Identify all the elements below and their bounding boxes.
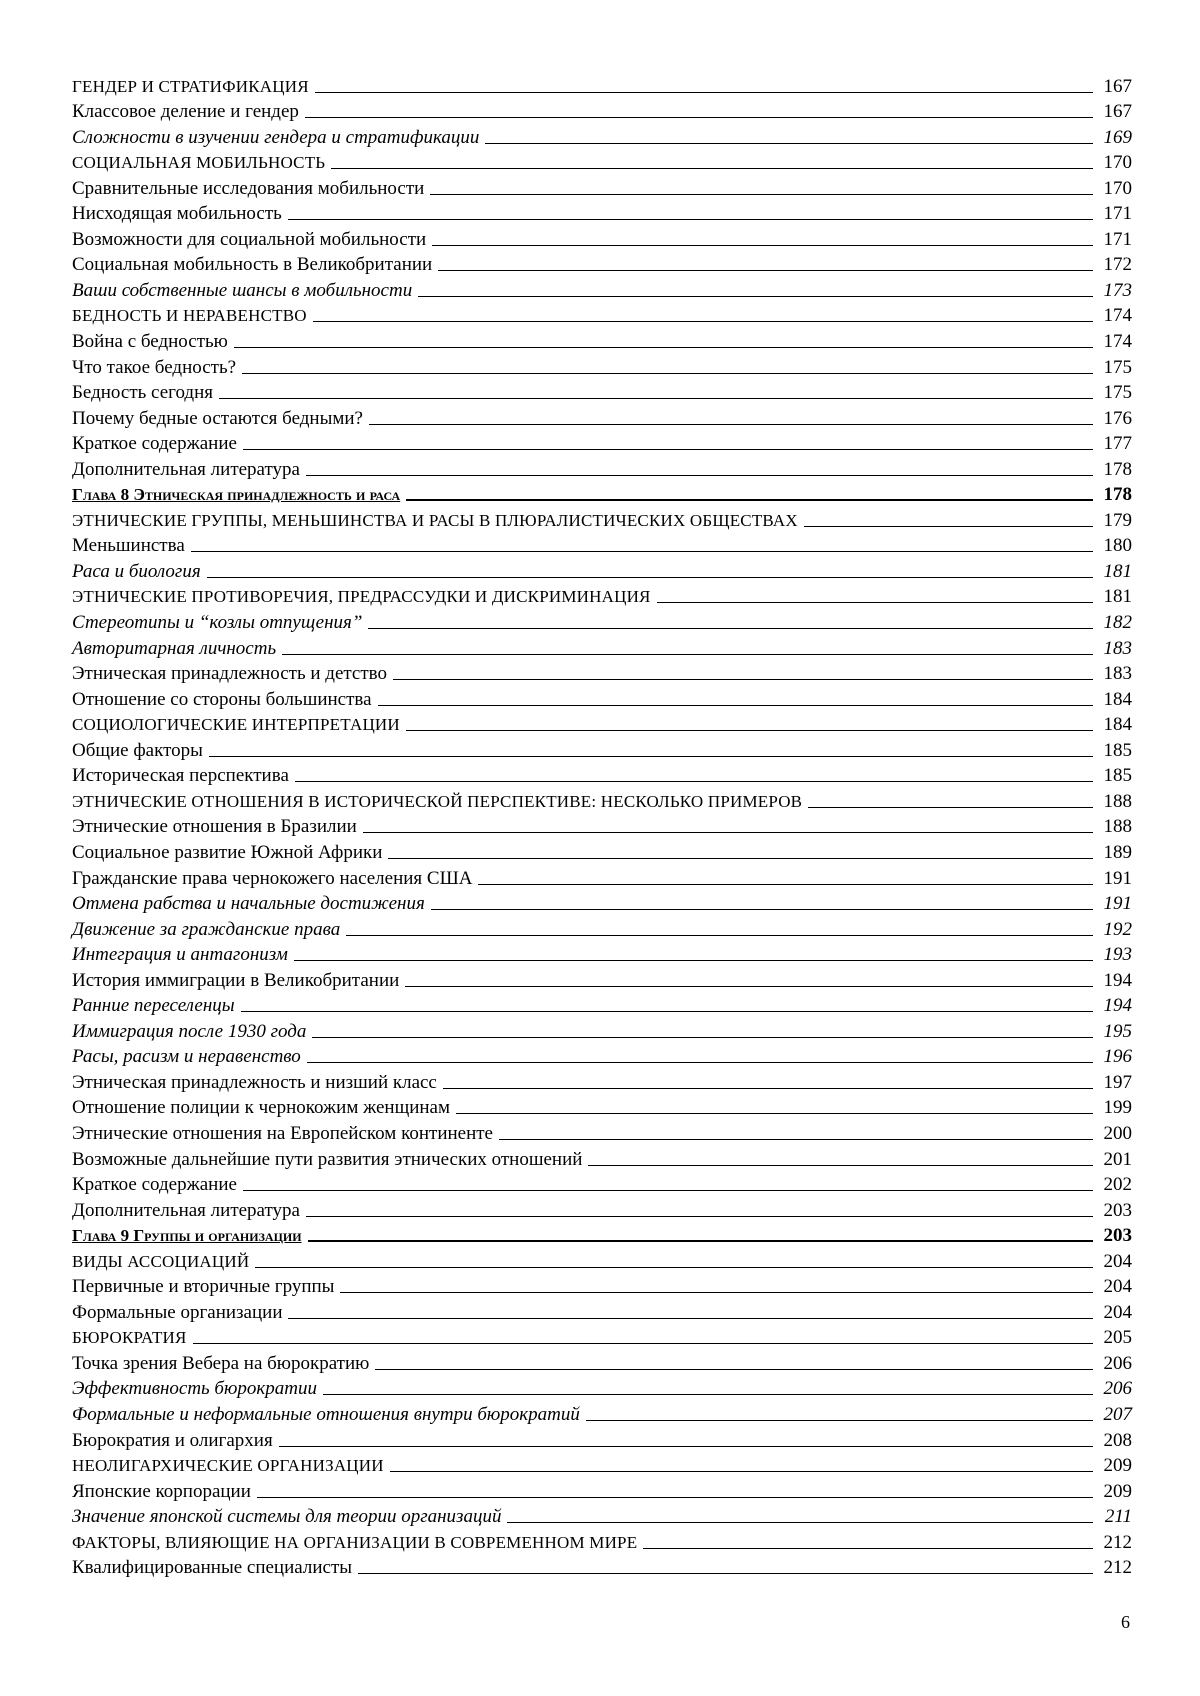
toc-entry-title: Ранние переселенцы — [72, 995, 235, 1017]
toc-entry[interactable] — [72, 890, 1132, 916]
toc-entry-title: Японские корпорации — [72, 1480, 251, 1502]
toc-entry-page: 202 — [1103, 1174, 1132, 1196]
toc-entry[interactable] — [72, 685, 1132, 711]
toc-leader-line — [808, 807, 1093, 808]
toc-entry-page: 175 — [1103, 356, 1132, 378]
toc-leader-line — [308, 1240, 1093, 1242]
toc-leader-line — [358, 1573, 1093, 1574]
toc-entry[interactable] — [72, 1196, 1132, 1222]
toc-entry-page: 173 — [1103, 279, 1132, 301]
toc-entry[interactable] — [72, 276, 1132, 302]
toc-leader-line — [306, 1216, 1093, 1217]
toc-entry[interactable] — [72, 149, 1132, 175]
toc-entry-page: 185 — [1103, 739, 1132, 761]
toc-entry[interactable] — [72, 353, 1132, 379]
toc-entry[interactable] — [72, 1324, 1132, 1350]
toc-entry-page: 203 — [1103, 1199, 1132, 1221]
toc-leader-line — [234, 347, 1093, 348]
toc-leader-line — [378, 705, 1093, 706]
toc-entry[interactable] — [72, 1375, 1132, 1401]
toc-entry[interactable] — [72, 787, 1132, 813]
toc-entry-page: 196 — [1103, 1046, 1132, 1068]
toc-entry[interactable] — [72, 1171, 1132, 1197]
toc-leader-line — [643, 1548, 1093, 1549]
toc-entry-title: Классовое деление и гендер — [72, 101, 299, 123]
toc-entry-page: 194 — [1103, 995, 1132, 1017]
toc-entry[interactable] — [72, 813, 1132, 839]
toc-entry-title: Что такое бедность? — [72, 356, 237, 378]
toc-entry-title: Точка зрения Вебера на бюрократию — [72, 1352, 370, 1374]
toc-entry[interactable] — [72, 966, 1132, 992]
toc-entry[interactable] — [72, 1145, 1132, 1171]
toc-entry-page: 169 — [1103, 126, 1132, 148]
toc-leader-line — [243, 449, 1093, 450]
toc-leader-line — [288, 1318, 1093, 1319]
toc-entry-page: 205 — [1103, 1327, 1132, 1349]
toc-entry[interactable] — [72, 1094, 1132, 1120]
toc-entry-page: 212 — [1103, 1557, 1132, 1579]
toc-leader-line — [219, 398, 1093, 399]
toc-entry-title: Возможные дальнейшие пути развития этнических отношений — [72, 1148, 583, 1170]
toc-leader-line — [406, 730, 1093, 731]
toc-entry[interactable] — [72, 1273, 1132, 1299]
toc-entry[interactable] — [72, 941, 1132, 967]
toc-leader-line — [306, 475, 1093, 476]
toc-entry-title: Бюрократия и олигархия — [72, 1429, 273, 1451]
toc-entry-title: Этническая принадлежность и детство — [72, 663, 388, 685]
toc-leader-line — [331, 168, 1093, 169]
toc-entry-title: Почему бедные остаются бедными? — [72, 407, 363, 429]
toc-entry-title: Отношение полиции к чернокожим женщинам — [72, 1097, 450, 1119]
toc-entry-title: Краткое содержание — [72, 433, 237, 455]
toc-leader-line — [363, 832, 1093, 833]
toc-entry-page: 212 — [1103, 1531, 1132, 1553]
toc-leader-line — [191, 551, 1093, 552]
toc-entry-title: ФАКТОРЫ, ВЛИЯЮЩИЕ НА ОРГАНИЗАЦИИ В СОВРЕМЕННОМ МИРЕ — [72, 1532, 638, 1552]
toc-entry-page: 195 — [1103, 1020, 1132, 1042]
toc-entry-title: Отношение со стороны большинства — [72, 688, 372, 710]
toc-entry-page: 207 — [1103, 1403, 1132, 1425]
toc-entry-title: БЮРОКРАТИЯ — [72, 1328, 187, 1348]
toc-entry-page: 178 — [1103, 484, 1132, 506]
toc-entry-title: История иммиграции в Великобритании — [72, 969, 400, 991]
toc-entry[interactable] — [72, 430, 1132, 456]
toc-leader-line — [282, 654, 1093, 655]
toc-leader-line — [257, 1497, 1093, 1498]
toc-entry-title: Историческая перспектива — [72, 765, 289, 787]
toc-entry-page: 194 — [1103, 969, 1132, 991]
toc-leader-line — [255, 1267, 1093, 1268]
toc-entry-title: Стереотипы и “козлы отпущения” — [72, 612, 363, 634]
toc-leader-line — [507, 1522, 1093, 1523]
toc-entry-title: Ваши собственные шансы в мобильности — [72, 279, 413, 301]
toc-entry[interactable] — [72, 98, 1132, 124]
toc-entry-title: Раса и биология — [72, 560, 201, 582]
toc-entry[interactable] — [72, 506, 1132, 532]
toc-leader-line — [443, 1088, 1093, 1089]
toc-chapter-entry[interactable] — [72, 481, 1132, 507]
toc-leader-line — [315, 92, 1093, 93]
toc-leader-line — [305, 117, 1093, 118]
toc-entry-page: 188 — [1103, 816, 1132, 838]
toc-entry-title: Иммиграция после 1930 года — [72, 1020, 307, 1042]
toc-leader-line — [438, 270, 1093, 271]
toc-entry-page: 179 — [1103, 509, 1132, 531]
toc-entry-title: Отмена рабства и начальные достижения — [72, 893, 425, 915]
toc-entry-page: 193 — [1103, 944, 1132, 966]
toc-leader-line — [499, 1139, 1093, 1140]
toc-entry-page: 180 — [1103, 535, 1132, 557]
toc-entry-title: Движение за гражданские права — [72, 918, 341, 940]
toc-entry-title: Интеграция и антагонизм — [72, 944, 288, 966]
toc-leader-line — [375, 1369, 1093, 1370]
toc-leader-line — [804, 526, 1093, 527]
toc-leader-line — [432, 245, 1093, 246]
toc-entry-page: 181 — [1103, 560, 1132, 582]
toc-entry-page: 203 — [1103, 1225, 1132, 1247]
toc-leader-line — [193, 1343, 1093, 1344]
toc-entry[interactable] — [72, 1477, 1132, 1503]
toc-entry-page: 171 — [1103, 228, 1132, 250]
toc-entry[interactable] — [72, 1298, 1132, 1324]
toc-entry-page: 176 — [1103, 407, 1132, 429]
toc-entry-page: 206 — [1103, 1352, 1132, 1374]
toc-entry[interactable] — [72, 455, 1132, 481]
toc-entry-page: 201 — [1103, 1148, 1132, 1170]
toc-entry-page: 211 — [1104, 1506, 1132, 1528]
toc-entry[interactable] — [72, 634, 1132, 660]
toc-entry[interactable] — [72, 864, 1132, 890]
toc-leader-line — [430, 194, 1093, 195]
toc-entry-title: БЕДНОСТЬ И НЕРАВЕНСТВО — [72, 306, 307, 326]
toc-entry[interactable] — [72, 1452, 1132, 1478]
toc-leader-line — [209, 756, 1093, 757]
toc-entry[interactable] — [72, 1400, 1132, 1426]
toc-leader-line — [307, 1062, 1093, 1063]
toc-entry-title: Сравнительные исследования мобильности — [72, 177, 425, 199]
toc-entry[interactable] — [72, 72, 1132, 98]
toc-entry-page: 175 — [1103, 382, 1132, 404]
toc-entry-title: Глава 9 Группы и организации — [72, 1226, 302, 1246]
toc-leader-line — [388, 858, 1093, 859]
toc-entry[interactable] — [72, 379, 1132, 405]
toc-leader-line — [294, 960, 1093, 961]
toc-entry-page: 204 — [1103, 1250, 1132, 1272]
toc-entry-title: Квалифицированные специалисты — [72, 1557, 353, 1579]
toc-entry[interactable] — [72, 1349, 1132, 1375]
toc-leader-line — [657, 602, 1093, 603]
toc-entry-title: Этническая принадлежность и низший класс — [72, 1071, 437, 1093]
toc-entry-page: 167 — [1103, 75, 1132, 97]
toc-entry[interactable] — [72, 1068, 1132, 1094]
toc-entry[interactable] — [72, 557, 1132, 583]
toc-entry-page: 185 — [1103, 765, 1132, 787]
toc-entry-page: 167 — [1103, 101, 1132, 123]
toc-entry[interactable] — [72, 1247, 1132, 1273]
toc-leader-line — [368, 628, 1093, 629]
toc-entry[interactable] — [72, 992, 1132, 1018]
toc-leader-line — [295, 781, 1093, 782]
toc-leader-line — [405, 986, 1093, 987]
toc-entry[interactable] — [72, 1017, 1132, 1043]
toc-entry-title: Формальные и неформальные отношения внутри бюрократий — [72, 1403, 580, 1425]
toc-entry-page: 171 — [1103, 203, 1132, 225]
toc-entry[interactable] — [72, 660, 1132, 686]
toc-leader-line — [588, 1165, 1093, 1166]
toc-entry-page: 199 — [1103, 1097, 1132, 1119]
toc-entry-title: Авторитарная личность — [72, 637, 277, 659]
table-of-contents — [72, 72, 1132, 1579]
toc-leader-line — [478, 884, 1093, 885]
toc-leader-line — [393, 679, 1093, 680]
toc-entry[interactable] — [72, 251, 1132, 277]
toc-entry-page: 191 — [1103, 867, 1132, 889]
toc-entry-page: 181 — [1103, 586, 1132, 608]
toc-entry[interactable] — [72, 225, 1132, 251]
toc-entry-page: 174 — [1103, 331, 1132, 353]
toc-entry-page: 204 — [1103, 1276, 1132, 1298]
toc-entry-title: СОЦИАЛЬНАЯ МОБИЛЬНОСТЬ — [72, 153, 326, 173]
toc-entry-title: Этнические отношения в Бразилии — [72, 816, 357, 838]
toc-entry-title: Социальное развитие Южной Африки — [72, 841, 383, 863]
toc-entry-title: Формальные организации — [72, 1301, 283, 1323]
toc-entry-title: ЭТНИЧЕСКИЕ ПРОТИВОРЕЧИЯ, ПРЕДРАССУДКИ И ДИСКРИМИНАЦИЯ — [72, 587, 651, 607]
toc-entry-title: Война с бедностью — [72, 331, 228, 353]
toc-entry[interactable] — [72, 1119, 1132, 1145]
toc-leader-line — [241, 1011, 1093, 1012]
toc-entry-title: ЭТНИЧЕСКИЕ ОТНОШЕНИЯ В ИСТОРИЧЕСКОЙ ПЕРСПЕКТИВЕ: НЕСКОЛЬКО ПРИМЕРОВ — [72, 791, 803, 811]
toc-entry-page: 184 — [1103, 714, 1132, 736]
toc-leader-line — [340, 1292, 1093, 1293]
toc-entry-page: 209 — [1103, 1455, 1132, 1477]
toc-entry-title: Возможности для социальной мобильности — [72, 228, 427, 250]
toc-leader-line — [418, 296, 1093, 297]
toc-entry-page: 182 — [1103, 612, 1132, 634]
toc-entry-page: 200 — [1103, 1122, 1132, 1144]
toc-entry-title: Этнические отношения на Европейском континенте — [72, 1122, 493, 1144]
toc-entry-title: Первичные и вторичные группы — [72, 1276, 335, 1298]
toc-entry-page: 184 — [1103, 688, 1132, 710]
toc-leader-line — [207, 577, 1093, 578]
toc-entry[interactable] — [72, 1554, 1132, 1580]
toc-entry[interactable] — [72, 762, 1132, 788]
toc-entry-page: 191 — [1103, 893, 1132, 915]
toc-entry-page: 204 — [1103, 1301, 1132, 1323]
toc-entry-title: Меньшинства — [72, 535, 185, 557]
toc-entry[interactable] — [72, 583, 1132, 609]
toc-entry-title: Социальная мобильность в Великобритании — [72, 254, 433, 276]
toc-entry-page: 197 — [1103, 1071, 1132, 1093]
toc-leader-line — [485, 143, 1093, 144]
toc-entry-page: 192 — [1103, 918, 1132, 940]
toc-entry[interactable] — [72, 711, 1132, 737]
toc-entry[interactable] — [72, 200, 1132, 226]
toc-entry-title: СОЦИОЛОГИЧЕСКИЕ ИНТЕРПРЕТАЦИИ — [72, 715, 400, 735]
toc-entry-page: 178 — [1103, 458, 1132, 480]
toc-entry-title: Дополнительная литература — [72, 1199, 300, 1221]
toc-entry-title: Краткое содержание — [72, 1174, 237, 1196]
toc-leader-line — [431, 909, 1093, 910]
toc-entry[interactable] — [72, 302, 1132, 328]
toc-entry-title: Нисходящая мобильность — [72, 203, 282, 225]
toc-entry-page: 172 — [1103, 254, 1132, 276]
toc-leader-line — [242, 373, 1093, 374]
toc-entry-title: Расы, расизм и неравенство — [72, 1046, 301, 1068]
toc-entry[interactable] — [72, 1503, 1132, 1529]
toc-entry-page: 183 — [1103, 663, 1132, 685]
toc-entry-page: 170 — [1103, 177, 1132, 199]
toc-leader-line — [369, 424, 1093, 425]
toc-entry[interactable] — [72, 608, 1132, 634]
toc-entry-page: 209 — [1103, 1480, 1132, 1502]
toc-entry[interactable] — [72, 736, 1132, 762]
toc-entry-title: Дополнительная литература — [72, 458, 300, 480]
toc-entry[interactable] — [72, 174, 1132, 200]
toc-entry-title: Гражданские права чернокожего населения США — [72, 867, 473, 889]
toc-leader-line — [288, 219, 1093, 220]
toc-entry-page: 170 — [1103, 152, 1132, 174]
toc-entry-page: 188 — [1103, 790, 1132, 812]
toc-leader-line — [586, 1420, 1093, 1421]
toc-leader-line — [456, 1113, 1093, 1114]
toc-leader-line — [323, 1394, 1093, 1395]
toc-entry-title: Значение японской системы для теории организаций — [72, 1506, 502, 1528]
toc-entry-title: Бедность сегодня — [72, 382, 213, 404]
toc-entry[interactable] — [72, 915, 1132, 941]
toc-entry[interactable] — [72, 532, 1132, 558]
toc-leader-line — [390, 1471, 1093, 1472]
toc-entry-page: 183 — [1103, 637, 1132, 659]
toc-entry-page: 208 — [1103, 1429, 1132, 1451]
toc-leader-line — [406, 499, 1093, 501]
toc-entry-title: ГЕНДЕР И СТРАТИФИКАЦИЯ — [72, 76, 309, 96]
toc-entry[interactable] — [72, 1528, 1132, 1554]
toc-entry[interactable] — [72, 327, 1132, 353]
toc-entry[interactable] — [72, 1426, 1132, 1452]
toc-leader-line — [279, 1446, 1093, 1447]
toc-entry-title: Эффективность бюрократии — [72, 1378, 317, 1400]
toc-entry[interactable] — [72, 404, 1132, 430]
page-number: 6 — [1121, 1612, 1130, 1632]
toc-entry-title: Глава 8 Этническая принадлежность и раса — [72, 485, 401, 505]
toc-entry-title: Сложности в изучении гендера и стратификации — [72, 126, 480, 148]
toc-entry[interactable] — [72, 123, 1132, 149]
toc-leader-line — [346, 935, 1093, 936]
toc-leader-line — [243, 1190, 1093, 1191]
toc-entry[interactable] — [72, 1043, 1132, 1069]
toc-entry-page: 177 — [1103, 433, 1132, 455]
toc-chapter-entry[interactable] — [72, 1222, 1132, 1248]
toc-entry-title: НЕОЛИГАРХИЧЕСКИЕ ОРГАНИЗАЦИИ — [72, 1456, 384, 1476]
toc-entry-title: ВИДЫ АССОЦИАЦИЙ — [72, 1251, 250, 1271]
toc-entry[interactable] — [72, 838, 1132, 864]
toc-entry-title: ЭТНИЧЕСКИЕ ГРУППЫ, МЕНЬШИНСТВА И РАСЫ В ПЛЮРАЛИСТИЧЕСКИХ ОБЩЕСТВАХ — [72, 510, 798, 530]
toc-leader-line — [313, 321, 1093, 322]
toc-entry-title: Общие факторы — [72, 739, 203, 761]
toc-leader-line — [312, 1037, 1093, 1038]
toc-entry-page: 206 — [1103, 1378, 1132, 1400]
toc-entry-page: 174 — [1103, 305, 1132, 327]
toc-entry-page: 189 — [1103, 841, 1132, 863]
